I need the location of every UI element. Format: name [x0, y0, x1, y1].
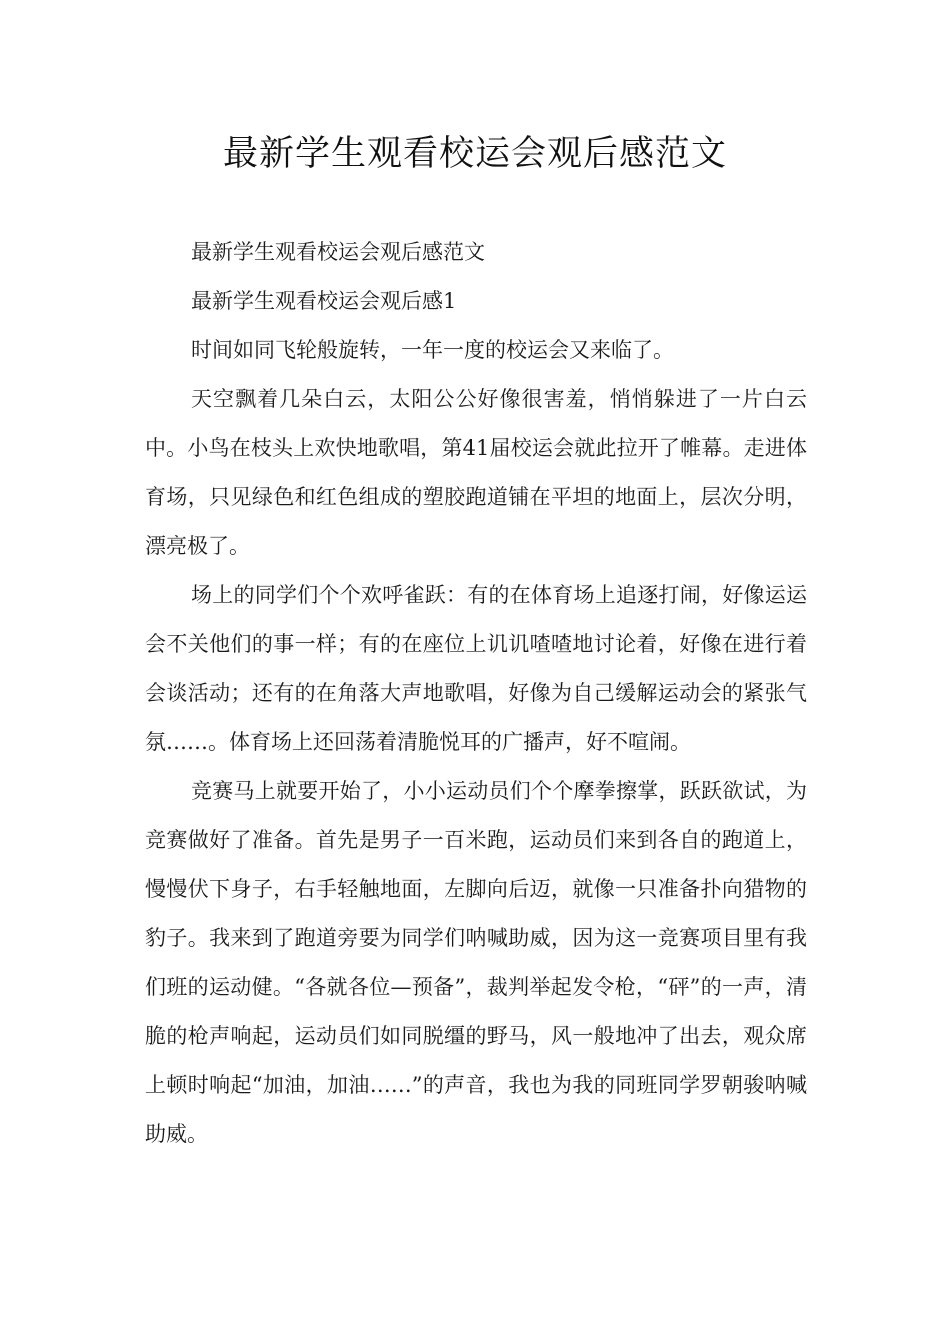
paragraph: 竞赛马上就要开始了，小小运动员们个个摩拳擦掌，跃跃欲试，为竞赛做好了准备。首先是男子一百米跑，运动员们来到各自的跑道上，慢慢伏下身子，右手轻触地面，左脚向后迈，就像一只准备扑向猎物的豹子。我来到了跑道旁要为同学们呐喊助威，因为这一竞赛项目里有我们班的运动健。“各就各位—预备”，裁判举起发令枪，“砰”的一声，清脆的枪声响起，运动员们如同脱缰的野马，风一般地冲了出去，观众席上顿时响起“加油，加油……”的声音，我也为我的同班同学罗朝骏呐喊助威。: [145, 779, 807, 1146]
paragraph: 天空飘着几朵白云，太阳公公好像很害羞，悄悄躲进了一片白云中。小鸟在枝头上欢快地歌唱，第41届校运会就此拉开了帷幕。走进体育场，只见绿色和红色组成的塑胶跑道铺在平坦的地面上，层次分明，漂亮极了。: [145, 387, 807, 558]
paragraph-section-heading: 最新学生观看校运会观后感1: [191, 289, 457, 313]
document-title: 最新学生观看校运会观后感范文: [222, 134, 727, 174]
paragraph: 时间如同飞轮般旋转，一年一度的校运会又来临了。: [191, 338, 674, 362]
paragraph-subtitle: 最新学生观看校运会观后感范文: [191, 240, 485, 264]
document-body: [145, 228, 807, 1159]
paragraph: 场上的同学们个个欢呼雀跃：有的在体育场上追逐打闹，好像运运会不关他们的事一样；有的在座位上讥讥喳喳地讨论着，好像在进行着会谈活动；还有的在角落大声地歌唱，好像为自己缓解运动会的紧张气氛……。体育场上还回荡着清脆悦耳的广播声，好不喧闹。: [145, 583, 807, 754]
